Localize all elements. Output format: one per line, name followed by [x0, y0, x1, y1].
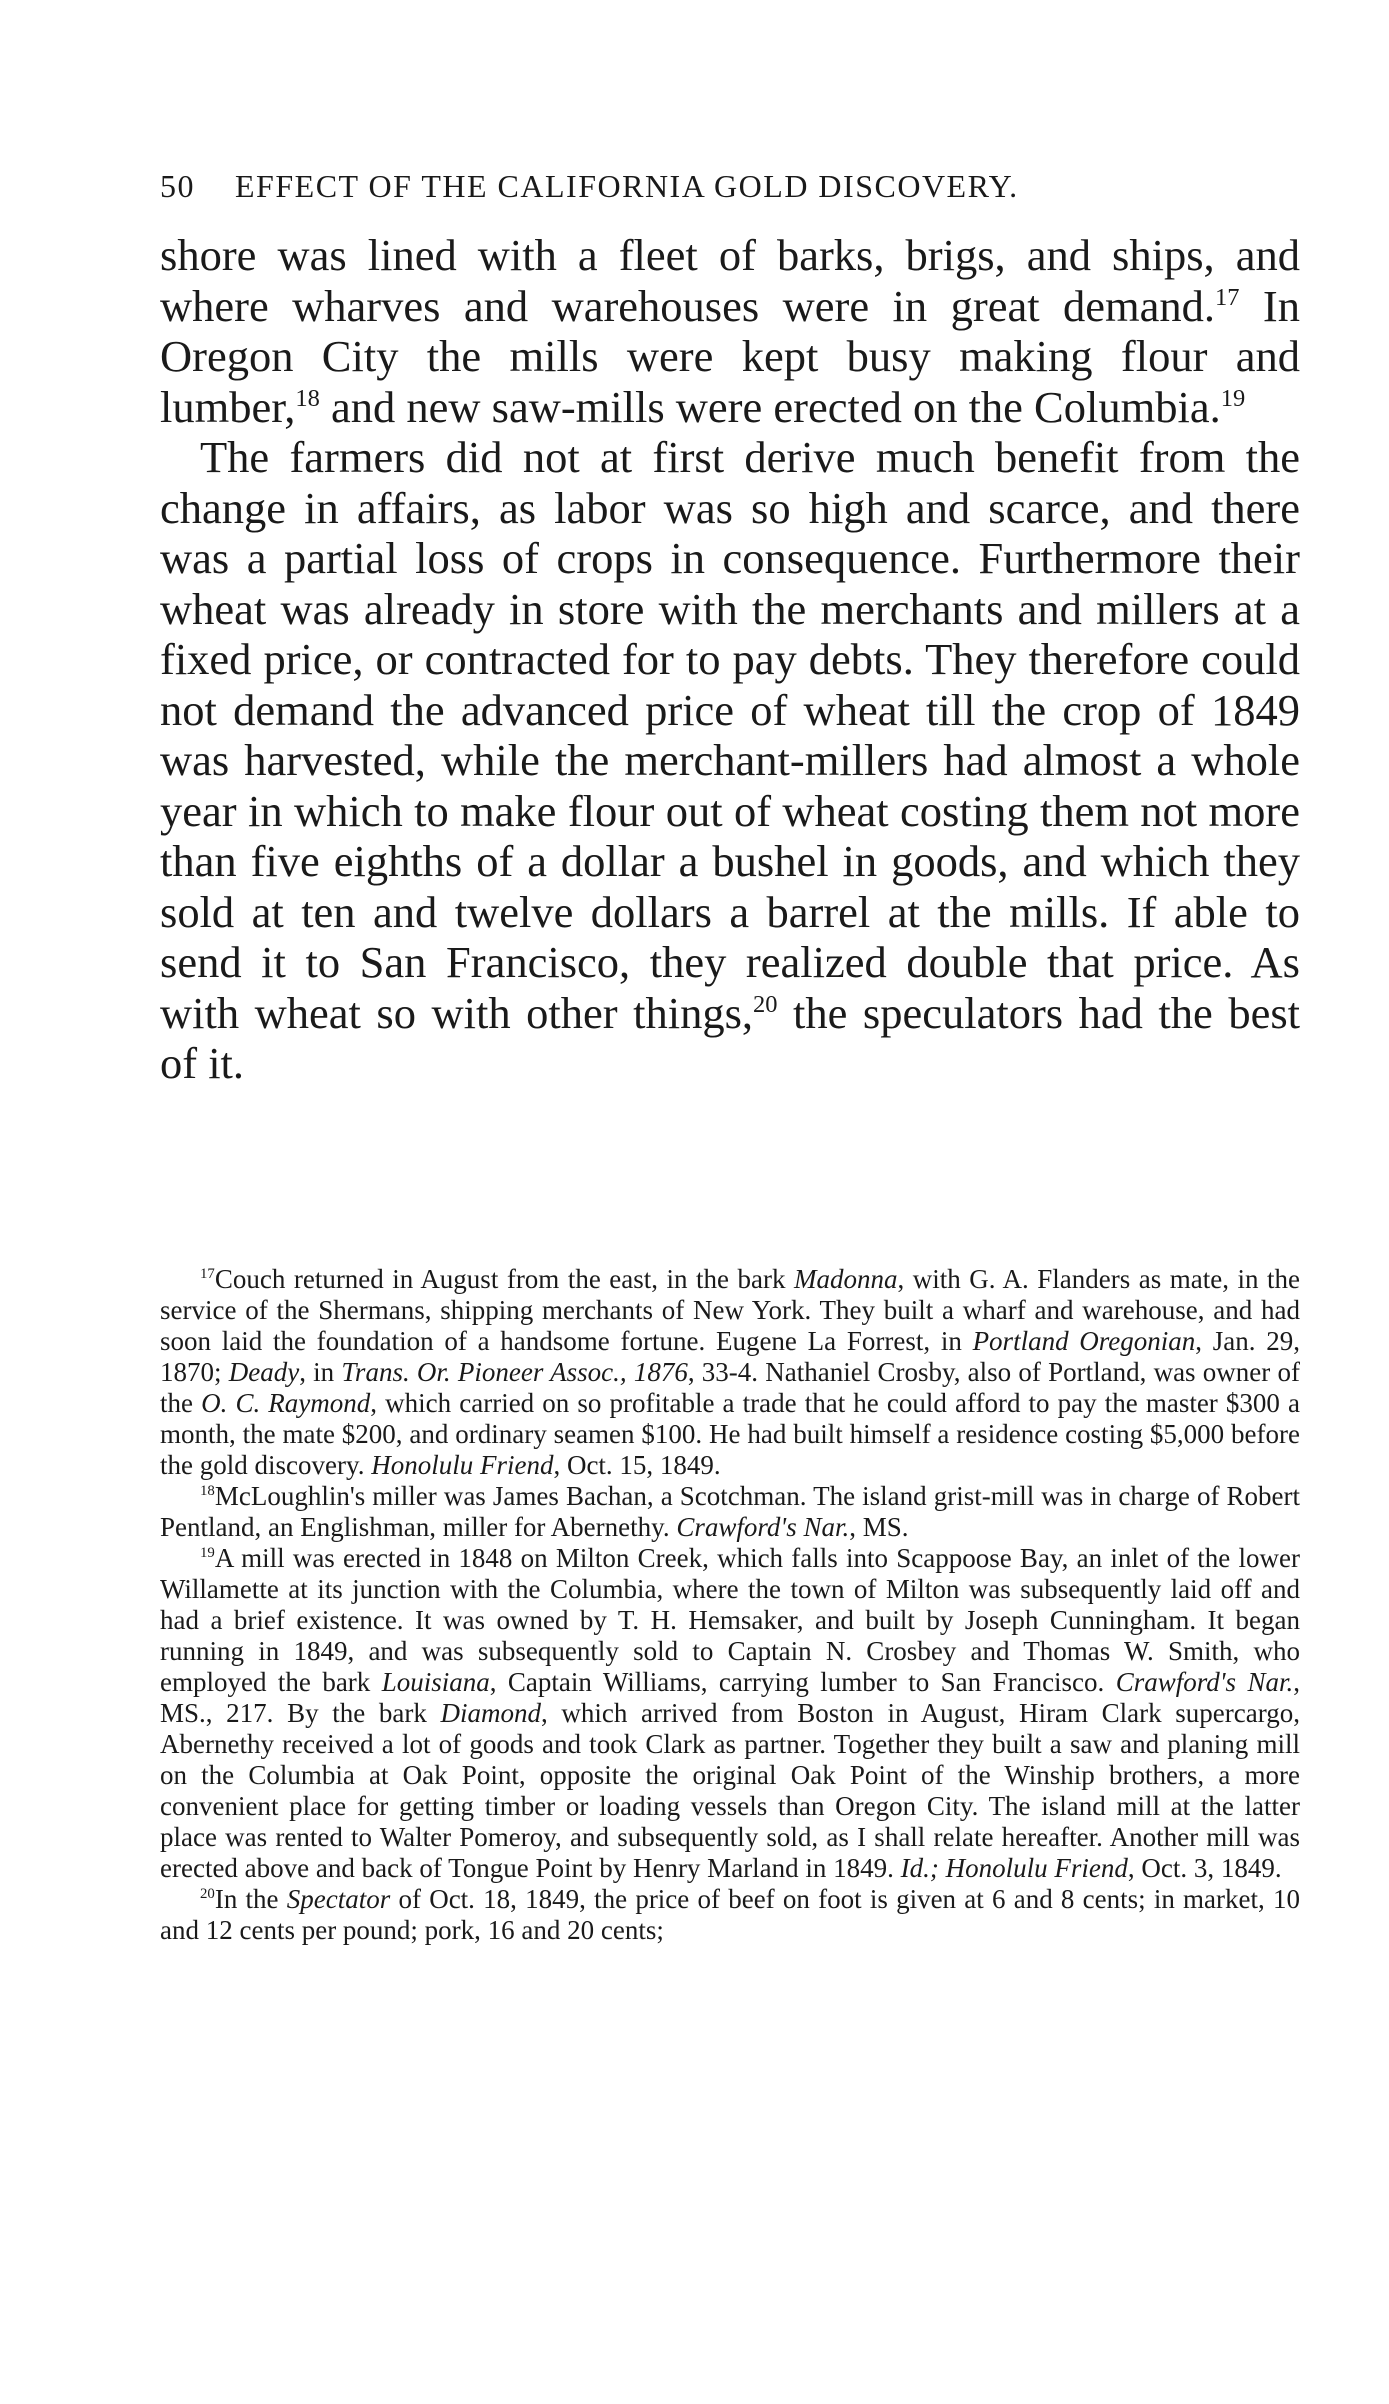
italic-run: Diamond	[440, 1698, 542, 1728]
text-run: McLoughlin's miller was James Bachan, a Scotchman. The island grist-mill was in charge of Robert Pentland, an Englishman, miller for Abernethy.	[160, 1481, 1300, 1542]
italic-run: Crawford's Nar.	[676, 1512, 850, 1542]
main-text	[160, 230, 1300, 1089]
italic-run: Crawford's Nar.	[1115, 1667, 1294, 1697]
footnote-ref-19: 19	[1220, 384, 1246, 412]
running-header	[160, 168, 1300, 205]
footnote-ref-18: 18	[295, 384, 320, 412]
text-run: , Captain Williams, carrying lumber to San Francisco.	[489, 1667, 1116, 1697]
footnote-18	[160, 1481, 1300, 1543]
footnote-ref-17: 17	[1215, 283, 1240, 311]
running-title: EFFECT OF THE CALIFORNIA GOLD DISCOVERY.	[235, 168, 1019, 204]
paragraph-2	[160, 432, 1300, 1089]
text-run: , which carried on so profitable a trade that he could afford to pay the master $300 a month, the mate $200, and ordinary seamen $100. He had built himself a residence costing $5,000 before the gold discovery.	[160, 1388, 1300, 1480]
text-run: and new saw-mills were erected on the Columbia.	[319, 381, 1221, 432]
italic-run: Spectator	[286, 1884, 391, 1914]
footnote-20	[160, 1884, 1300, 1946]
text-run: , Oct. 15, 1849.	[553, 1450, 721, 1480]
footnotes	[160, 1264, 1300, 1946]
paragraph-1	[160, 230, 1300, 432]
footnote-number: 19	[200, 1545, 215, 1561]
italic-run: Id.; Honolulu Friend	[900, 1853, 1128, 1883]
text-run: , which arrived from Boston in August, Hiram Clark supercargo, Abernethy received a lot of goods and took Clark as partner. Together they built a saw and planing mill on the Columbia at Oak Point, opposite the original Oak Point of the Winship brothers, a more convenient place for getting timber or loading vessels than Oregon City. The island mill at the latter place was rented to Walter Pomeroy, and subsequently sold, as I shall relate hereafter. Another mill was erected above and back of Tongue Point by Henry Marland in 1849.	[160, 1698, 1301, 1883]
footnote-number: 17	[200, 1266, 215, 1282]
text-run: , 33-4. Nathaniel Crosby, also of Portland, was owner of the	[160, 1357, 1300, 1418]
text-run: , in	[299, 1357, 342, 1387]
italic-run: Madonna	[794, 1264, 898, 1294]
italic-run: Portland Oregonian	[972, 1326, 1196, 1356]
text-run: , MS.	[849, 1512, 909, 1542]
text-run: , MS., 217. By the bark	[160, 1667, 1300, 1728]
footnote-number: 18	[200, 1483, 215, 1499]
footnote-19	[160, 1543, 1300, 1884]
page-number: 50	[160, 168, 195, 204]
italic-run: Deady	[228, 1357, 300, 1387]
text-run: Couch returned in August from the east, in the bark	[214, 1264, 795, 1294]
italic-run: Louisiana	[381, 1667, 490, 1697]
italic-run: Honolulu Friend	[371, 1450, 554, 1480]
text-run: of Oct. 18, 1849, the price of beef on foot is given at 6 and 8 cents; in market, 10 and 12 cents per pound; pork, 16 and 20 cents;	[160, 1884, 1300, 1945]
text-run: A mill was erected in 1848 on Milton Creek, which falls into Scappoose Bay, an inlet of the lower Willamette at its junction with the Columbia, where the town of Milton was subsequently laid off and had a brief existence. It was owned by T. H. Hemsaker, and built by Joseph Cunningham. It began running in 1849, and was subsequently sold to Captain N. Crosbey and Thomas W. Smith, who employed the bark	[160, 1543, 1300, 1697]
text-run: , Jan. 29, 1870;	[160, 1326, 1300, 1387]
text-run: , Oct. 3, 1849.	[1127, 1853, 1282, 1883]
footnote-number: 20	[200, 1886, 215, 1902]
italic-run: O. C. Raymond	[201, 1388, 371, 1418]
text-run: The farmers did not at first derive much benefit from the change in affairs, as labor was so high and scarce, and there was a partial loss of crops in consequence. Furthermore their wheat was already in store with the merchants and millers at a fixed price, or contracted for to pay debts. They therefore could not demand the advanced price of wheat till the crop of 1849 was harvested, while the merchant-millers had almost a whole year in which to make flour out of wheat costing them not more than five eighths of a dollar a bushel in goods, and which they sold at ten and twelve dollars a barrel at the mills. If able to send it to San Francisco, they realized double that price. As with wheat so with other things,	[160, 432, 1300, 1038]
text-run: In the	[214, 1884, 287, 1914]
text-run: the speculators had the best of it.	[160, 987, 1300, 1088]
italic-run: Trans. Or. Pioneer Assoc., 1876	[341, 1357, 688, 1387]
text-run: , with G. A. Flanders as mate, in the service of the Shermans, shipping merchants of New York. They built a wharf and warehouse, and had soon laid the foundation of a handsome fortune. Eugene La Forrest, in	[160, 1264, 1300, 1356]
footnote-ref-20: 20	[753, 990, 778, 1018]
text-run: shore was lined with a fleet of barks, brigs, and ships, and where wharves and warehouses were in great demand.	[160, 230, 1300, 331]
footnote-17	[160, 1264, 1300, 1481]
text-run: In Oregon City the mills were kept busy making flour and lumber,	[160, 280, 1300, 432]
